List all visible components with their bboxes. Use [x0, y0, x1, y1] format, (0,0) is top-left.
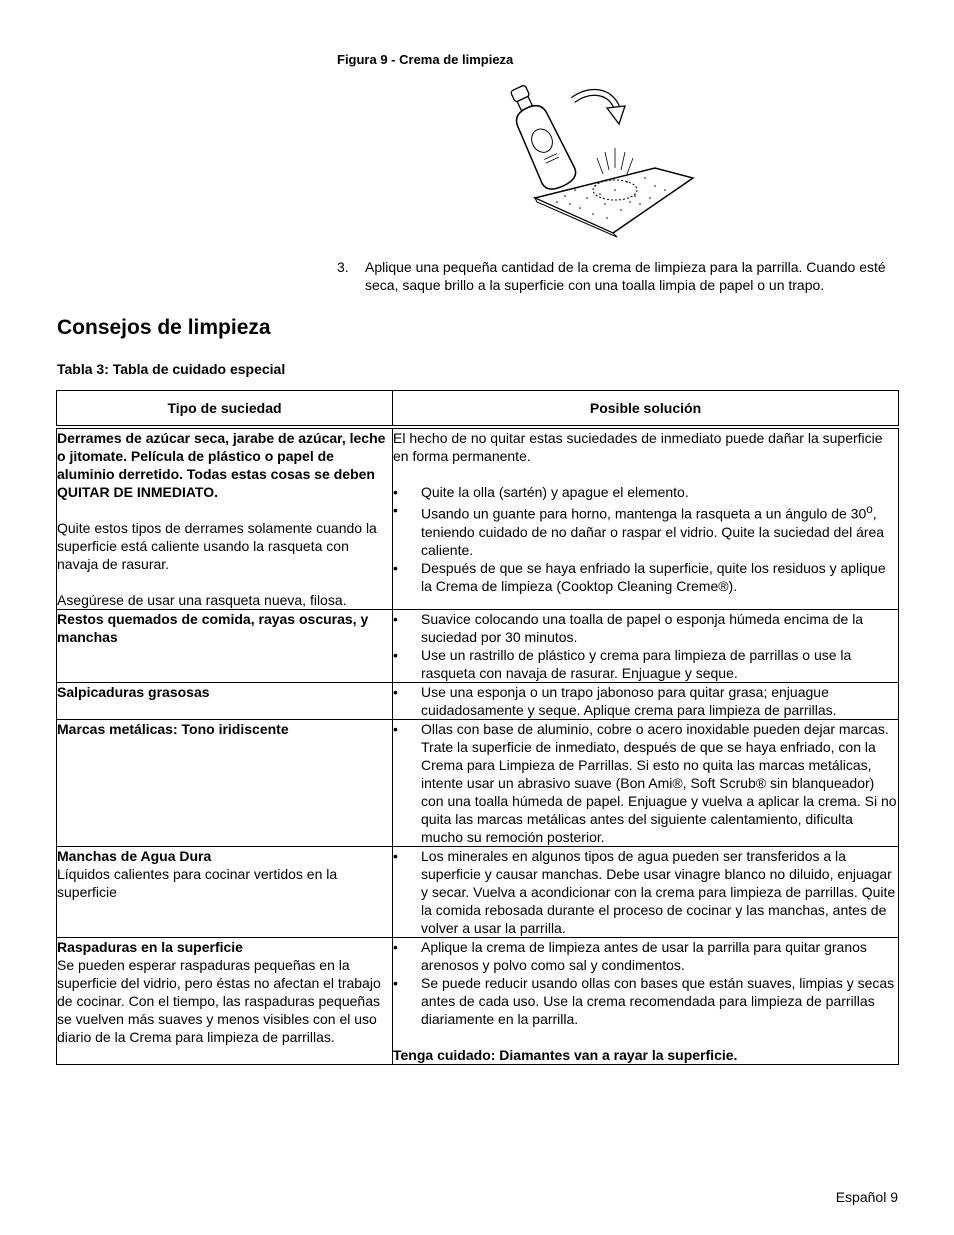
degree-superscript: o	[866, 503, 873, 516]
soil-type-note: Asegúrese de usar una rasqueta nueva, filosa.	[57, 592, 347, 608]
list-item: • Aplique la crema de limpieza antes de usar la parrilla para quitar granos arenosos y polvo como sal y condimentos.	[393, 938, 898, 974]
soil-type-title: Derrames de azúcar seca, jarabe de azúcar, leche o jitomate. Película de plástico o papel de aluminio derretido. Todas estas cosas se deben QUITAR DE INMEDIATO.	[57, 430, 386, 500]
soil-type-cell	[57, 610, 393, 683]
warning-text: Tenga cuidado: Diamantes van a rayar la superficie.	[393, 1047, 738, 1063]
soil-type-title: Restos quemados de comida, rayas oscuras, y manchas	[57, 611, 369, 645]
solution-cell	[393, 427, 899, 610]
solution-list	[393, 610, 898, 682]
soil-type-cell	[57, 683, 393, 720]
column-header-solution: Posible solución	[393, 391, 899, 428]
list-item: • Ollas con base de aluminio, cobre o acero inoxidable pueden dejar marcas. Trate la superficie de inmediato, después de que se haya enfriado, con la Crema para Limpieza de Parrillas. Si esto no quita las marcas metálicas, intente usar un abrasivo suave (Bon Ami®, Soft Scrub® sin blanqueador) con una toalla húmeda de papel. Enjuague y vuelva a aplicar la crema. Si no quita las marcas metálicas antes del siguiente calentamiento, dificulta mucho su remoción posterior.	[393, 720, 898, 846]
list-item: • Use un rastrillo de plástico y crema para limpieza de parrillas o use la rasqueta con navaja de rasurar. Enjuague y seque.	[393, 646, 898, 682]
list-item-text: , teniendo cuidado de no dañar o raspar el vidrio. Quite la suciedad del área caliente.	[421, 505, 885, 558]
table-row	[57, 847, 899, 938]
soil-type-title: Raspaduras en la superficie	[57, 939, 243, 955]
step-text: Aplique una pequeña cantidad de la crema de limpieza para la parrilla. Cuando esté seca, saque brillo a la superficie con una toalla limpia de papel o un trapo.	[365, 259, 886, 293]
column-header-soil-type: Tipo de suciedad	[57, 391, 393, 428]
step-number: 3.	[337, 259, 349, 275]
solution-cell	[393, 938, 899, 1065]
soil-type-cell	[57, 720, 393, 847]
list-item: • Se puede reducir usando ollas con bases que están suaves, limpias y secas antes de cada uso. Use la crema recomendada para limpieza de parrillas diariamente en la parrilla.	[393, 974, 898, 1028]
page-footer: Español 9	[835, 1189, 898, 1205]
cleaning-creme-illustration	[495, 78, 695, 243]
soil-type-cell	[57, 847, 393, 938]
solution-cell	[393, 720, 899, 847]
table-row	[57, 427, 899, 610]
special-care-table	[56, 390, 899, 1065]
figure-caption: Figura 9 - Crema de limpieza	[337, 52, 514, 67]
list-item: • Use una esponja o un trapo jabonoso para quitar grasa; enjuague cuidadosamente y seque. Aplique crema para limpieza de parrillas.	[393, 683, 898, 719]
solution-list	[393, 720, 898, 846]
soil-type-note: Quite estos tipos de derrames solamente cuando la superficie está caliente usando la rasqueta con navaja de rasurar.	[57, 520, 377, 572]
soil-type-title: Salpicaduras grasosas	[57, 684, 210, 700]
section-heading: Consejos de limpieza	[57, 316, 271, 339]
soil-type-note: Se pueden esperar raspaduras pequeñas en la superficie del vidrio, pero éstas no afectan el trabajo de cocinar. Con el tiempo, las raspaduras pequeñas se vuelven más suaves y menos visibles con el uso diario de la Crema para limpieza de parrillas.	[57, 957, 381, 1045]
soil-type-cell	[57, 938, 393, 1065]
solution-intro: El hecho de no quitar estas suciedades de inmediato puede dañar la superficie en forma permanente.	[393, 430, 883, 464]
soil-type-cell	[57, 427, 393, 610]
solution-list	[393, 847, 898, 937]
soil-type-note: Líquidos calientes para cocinar vertidos en la superficie	[57, 866, 338, 900]
solution-cell	[393, 847, 899, 938]
list-item-text: Usando un guante para horno, mantenga la rasqueta a un ángulo de 30	[421, 505, 867, 522]
solution-cell	[393, 610, 899, 683]
table-row	[57, 683, 899, 720]
soil-type-title: Marcas metálicas: Tono iridiscente	[57, 721, 289, 737]
soil-type-title: Manchas de Agua Dura	[57, 848, 212, 864]
table-row	[57, 720, 899, 847]
list-item: • Quite la olla (sartén) y apague el elemento.	[393, 483, 898, 501]
list-item: • Después de que se haya enfriado la superficie, quite los residuos y aplique la Crema de limpieza (Cooktop Cleaning Creme®).	[393, 559, 898, 595]
table-row	[57, 938, 899, 1065]
table-row	[57, 610, 899, 683]
table-header-row	[57, 391, 899, 428]
solution-list	[393, 938, 898, 1028]
solution-list	[393, 483, 898, 595]
list-item: • Suavice colocando una toalla de papel o esponja húmeda encima de la suciedad por 30 minutos.	[393, 610, 898, 646]
cleaning-creme-bottle-icon	[495, 78, 695, 238]
solution-list	[393, 683, 898, 719]
list-item	[393, 501, 898, 559]
list-item: • Los minerales en algunos tipos de agua pueden ser transferidos a la superficie y causar manchas. Debe usar vinagre blanco no diluido, enjuagar y secar. Vuelva a acondicionar con la crema para limpieza de parrillas. Quite la comida rebosada durante el proceso de cocinar y las manchas, antes de volver a usar la parrilla.	[393, 847, 898, 937]
table-caption: Tabla 3: Tabla de cuidado especial	[57, 361, 286, 377]
solution-cell	[393, 683, 899, 720]
